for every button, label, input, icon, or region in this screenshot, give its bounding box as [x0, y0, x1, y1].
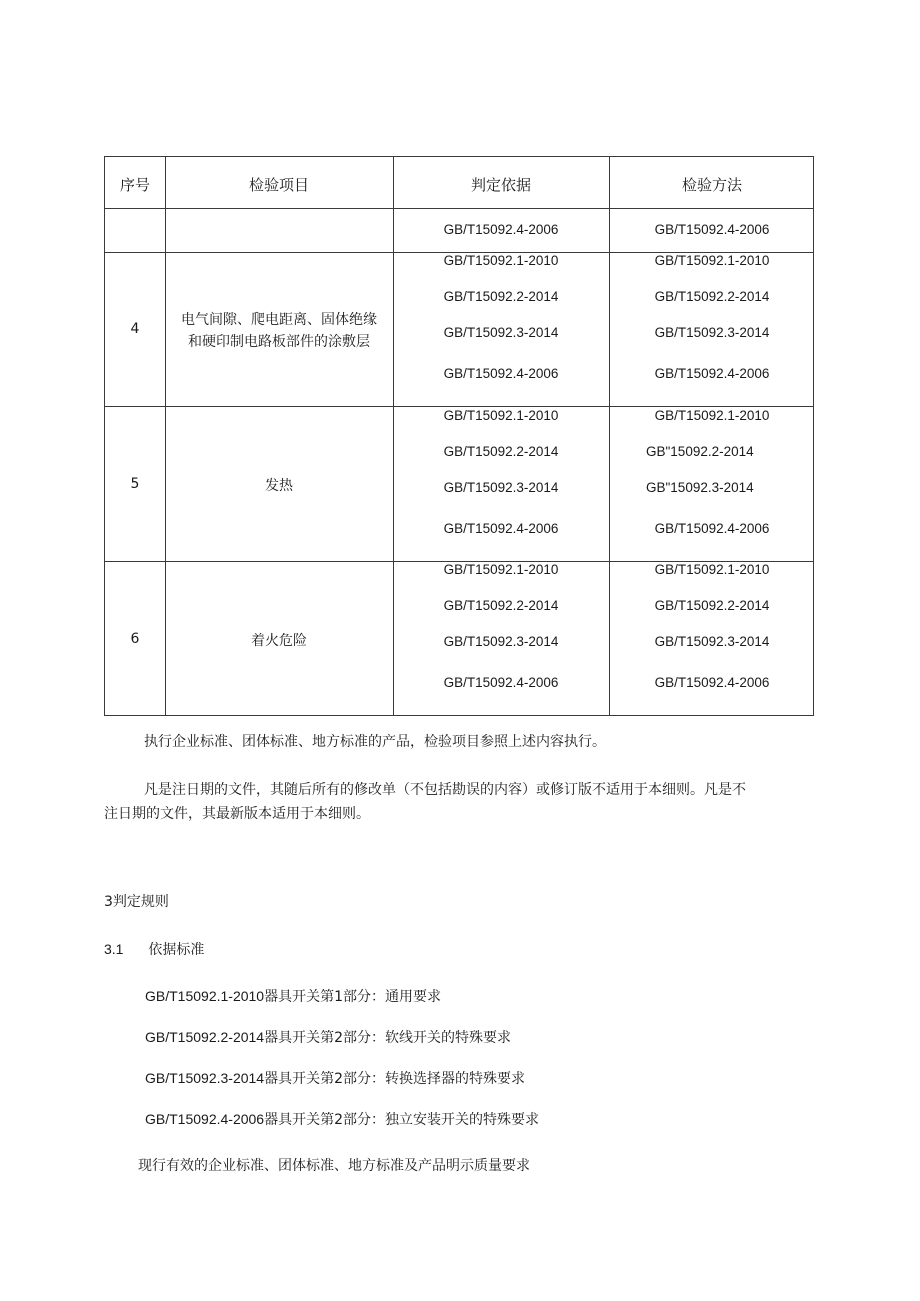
standard-reference [145, 986, 441, 1006]
basis-standard: GB/T15092.2-2014 [443, 598, 559, 613]
method-standard: GB/T15092.3-2014 [654, 325, 770, 340]
basis-standard: GB/T15092.3-2014 [443, 634, 559, 649]
method-standard: GB"15092.2-2014 [646, 444, 754, 459]
inspection-item: 和硬印制电路板部件的涂敷层 [188, 334, 370, 350]
row-number: 4 [130, 321, 140, 337]
basis-standard: GB/T15092.4-2006 [443, 521, 559, 536]
basis-standard: GB/T15092.4-2006 [443, 675, 559, 690]
column-divider [609, 157, 610, 715]
section-heading: 3判定规则 [104, 894, 169, 910]
header-basis: 判定依据 [470, 176, 531, 194]
subsection-title: 依据标准 [148, 942, 205, 958]
method-standard: GB/T15092.4-2006 [654, 366, 770, 381]
basis-standard: GB/T15092.3-2014 [443, 480, 559, 495]
standard-code: GB/T15092.4-2006 [145, 1111, 265, 1127]
basis-standard: GB/T15092.1-2010 [443, 253, 559, 268]
note-paragraph-line: 注日期的文件，其最新版本适用于本细则。 [104, 806, 370, 822]
standard-description: 器具开关第2部分：转换选择器的特殊要求 [264, 1071, 525, 1087]
inspection-item: 着火危险 [251, 633, 307, 649]
note-paragraph-line: 凡是注日期的文件，其随后所有的修改单（不包括勘误的内容）或修订版不适用于本细则。凡是不 [144, 782, 746, 798]
method-standard: GB/T15092.1-2010 [654, 253, 770, 268]
inspection-item: 发热 [265, 478, 293, 494]
basis-standard: GB/T15092.2-2014 [443, 289, 559, 304]
standard-reference [145, 1109, 539, 1129]
standard-code: GB/T15092.1-2010 [145, 988, 265, 1004]
method-standard: GB/T15092.4-2006 [654, 222, 770, 237]
method-standard: GB/T15092.4-2006 [654, 675, 770, 690]
subsection-number: 3.1 [104, 941, 124, 957]
inspection-table [104, 156, 814, 716]
note-paragraph: 执行企业标准、团体标准、地方标准的产品，检验项目参照上述内容执行。 [144, 734, 606, 750]
header-method: 检验方法 [681, 176, 742, 194]
basis-standard: GB/T15092.4-2006 [443, 222, 559, 237]
inspection-item: 电气间隙、爬电距离、固体绝缘 [181, 312, 377, 328]
standard-code: GB/T15092.3-2014 [145, 1070, 265, 1086]
row-divider [105, 406, 813, 407]
column-divider [393, 157, 394, 715]
standard-reference [145, 1027, 511, 1047]
standard-description: 器具开关第2部分：独立安装开关的特殊要求 [264, 1112, 539, 1128]
method-standard: GB/T15092.1-2010 [654, 562, 770, 577]
method-standard: GB/T15092.3-2014 [654, 634, 770, 649]
standard-description: 器具开关第1部分：通用要求 [264, 989, 442, 1005]
basis-standard: GB/T15092.4-2006 [443, 366, 559, 381]
row-number: 6 [130, 631, 140, 647]
method-standard: GB/T15092.1-2010 [654, 408, 770, 423]
subsection-heading [104, 939, 204, 959]
header-item: 检验项目 [248, 176, 309, 194]
method-standard: GB"15092.3-2014 [646, 480, 754, 495]
closing-requirement: 现行有效的企业标准、团体标准、地方标准及产品明示质量要求 [138, 1158, 530, 1174]
row-number: 5 [130, 476, 140, 492]
standard-description: 器具开关第2部分：软线开关的特殊要求 [264, 1030, 511, 1046]
method-standard: GB/T15092.4-2006 [654, 521, 770, 536]
standard-reference [145, 1068, 525, 1088]
basis-standard: GB/T15092.1-2010 [443, 408, 559, 423]
basis-standard: GB/T15092.3-2014 [443, 325, 559, 340]
method-standard: GB/T15092.2-2014 [654, 289, 770, 304]
row-divider [105, 208, 813, 209]
standard-code: GB/T15092.2-2014 [145, 1029, 265, 1045]
basis-standard: GB/T15092.1-2010 [443, 562, 559, 577]
basis-standard: GB/T15092.2-2014 [443, 444, 559, 459]
method-standard: GB/T15092.2-2014 [654, 598, 770, 613]
header-no: 序号 [119, 176, 150, 194]
